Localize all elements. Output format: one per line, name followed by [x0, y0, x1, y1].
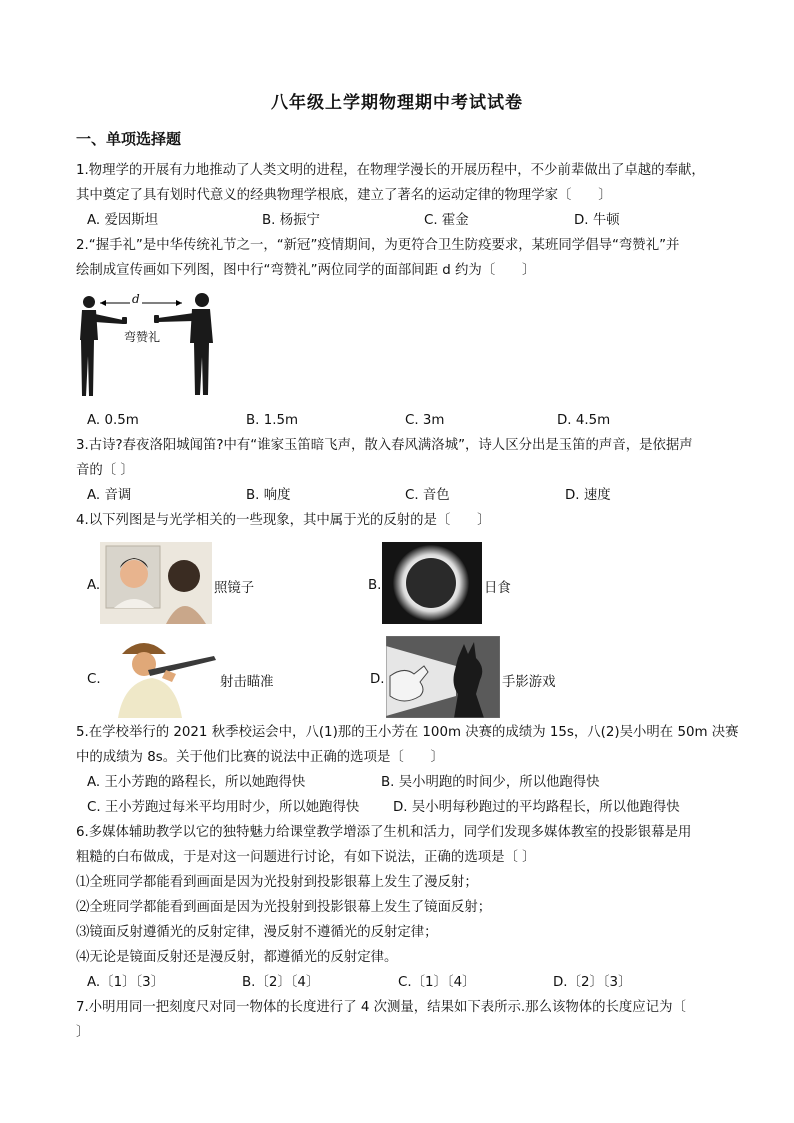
question-3-option-a: A. 音调	[87, 488, 132, 503]
praise-gesture-label: 弯赞礼	[124, 330, 161, 344]
question-3-option-c: C. 音色	[405, 488, 450, 503]
question-5-option-a: A. 王小芳跑的路程长，所以她跑得快	[87, 775, 306, 790]
question-4-option-b-letter: B.	[368, 578, 382, 593]
question-7-text: 〕	[76, 1025, 90, 1040]
question-6-text: 粗糙的白布做成，于是对这一问题进行讨论，有如下说法，正确的选项是〔 〕	[76, 850, 536, 865]
question-6-statement-4: ⑷无论是镜面反射还是漫反射，都遵循光的反射定律。	[76, 950, 398, 965]
question-4-option-c-letter: C.	[87, 672, 101, 687]
hand-shadow-photo	[386, 636, 500, 718]
praise-gesture-figure	[78, 290, 218, 400]
question-1-option-d: D. 牛顿	[574, 213, 620, 228]
question-6-statement-1: ⑴全班同学都能看到画面是因为光投射到投影银幕上发生了漫反射；	[76, 875, 478, 890]
question-1-option-b: B. 杨振宁	[262, 213, 320, 228]
question-2-option-c: C. 3m	[405, 413, 445, 428]
distance-d-label: d	[132, 292, 140, 306]
question-6-option-d: D.〔2〕〔3〕	[553, 975, 632, 990]
question-4-text: 4.以下列图是与光学相关的一些现象，其中属于光的反射的是〔 〕	[76, 513, 491, 528]
question-4-option-c-caption: 射击瞄准	[220, 675, 274, 690]
mirror-photo	[100, 542, 212, 624]
question-5-option-c: C. 王小芳跑过每米平均用时少，所以她跑得快	[87, 800, 360, 815]
question-5-text: 5.在学校举行的 2021 秋季校运会中，八(1)那的王小芳在 100m 决赛的成绩为 15s，八(2)吴小明在 50m 决赛	[76, 725, 739, 740]
question-1-option-c: C. 霍金	[424, 213, 469, 228]
question-6-option-a: A.〔1〕〔3〕	[87, 975, 165, 990]
question-4-option-a-caption: 照镜子	[214, 581, 255, 596]
solar-eclipse-photo	[382, 542, 482, 624]
question-3-text: 3.古诗?春夜洛阳城闻笛?中有“谁家玉笛暗飞声，散入春风满洛城”，诗人区分出是玉笛的声音，是依据声	[76, 438, 693, 453]
question-3-option-b: B. 响度	[246, 488, 291, 503]
question-1-text: 其中奠定了具有划时代意义的经典物理学根底，建立了著名的运动定律的物理学家〔 〕	[76, 188, 612, 203]
question-5-option-b: B. 吴小明跑的时间少，所以他跑得快	[381, 775, 600, 790]
question-7-text: 7.小明用同一把刻度尺对同一物体的长度进行了 4 次测量，结果如下表所示.那么该物体的长度应记为〔	[76, 1000, 686, 1015]
question-6-statement-3: ⑶镜面反射遵循光的反射定律，漫反射不遵循光的反射定律；	[76, 925, 438, 940]
question-2-text: 绘制成宣传画如下列图，图中行“弯赞礼”两位同学的面部间距 d 约为〔 〕	[76, 263, 536, 278]
section-heading: 一、单项选择题	[76, 130, 182, 148]
question-2-option-b: B. 1.5m	[246, 413, 299, 428]
question-3-text: 音的〔 〕	[76, 463, 134, 478]
question-6-text: 6.多媒体辅助教学以它的独特魅力给课堂教学增添了生机和活力，同学们发现多媒体教室的投影银幕是用	[76, 825, 692, 840]
question-2-option-a: A. 0.5m	[87, 413, 139, 428]
question-4-option-a-letter: A.	[87, 578, 101, 593]
question-4-option-d-caption: 手影游戏	[502, 675, 556, 690]
question-6-statement-2: ⑵全班同学都能看到画面是因为光投射到投影银幕上发生了镜面反射；	[76, 900, 492, 915]
question-2-text: 2.“握手礼”是中华传统礼节之一，“新冠”疫情期间，为更符合卫生防疫要求，某班同学倡导“弯赞礼”并	[76, 238, 680, 253]
question-2-option-d: D. 4.5m	[557, 413, 611, 428]
question-5-option-d: D. 吴小明每秒跑过的平均路程长，所以他跑得快	[393, 800, 680, 815]
question-1-text: 1.物理学的开展有力地推动了人类文明的进程，在物理学漫长的开展历程中，不少前辈做出了卓越的奉献，	[76, 163, 705, 178]
question-4-option-d-letter: D.	[370, 672, 385, 687]
question-4-option-b-caption: 日食	[484, 581, 511, 596]
question-5-text: 中的成绩为 8s。关于他们比赛的说法中正确的选项是〔 〕	[76, 750, 444, 765]
question-3-option-d: D. 速度	[565, 488, 611, 503]
page-title: 八年级上学期物理期中考试试卷	[271, 93, 523, 113]
question-6-option-b: B.〔2〕〔4〕	[242, 975, 320, 990]
question-6-option-c: C.〔1〕〔4〕	[398, 975, 476, 990]
question-1-option-a: A. 爱因斯坦	[87, 213, 158, 228]
shooting-aim-photo	[104, 636, 218, 718]
